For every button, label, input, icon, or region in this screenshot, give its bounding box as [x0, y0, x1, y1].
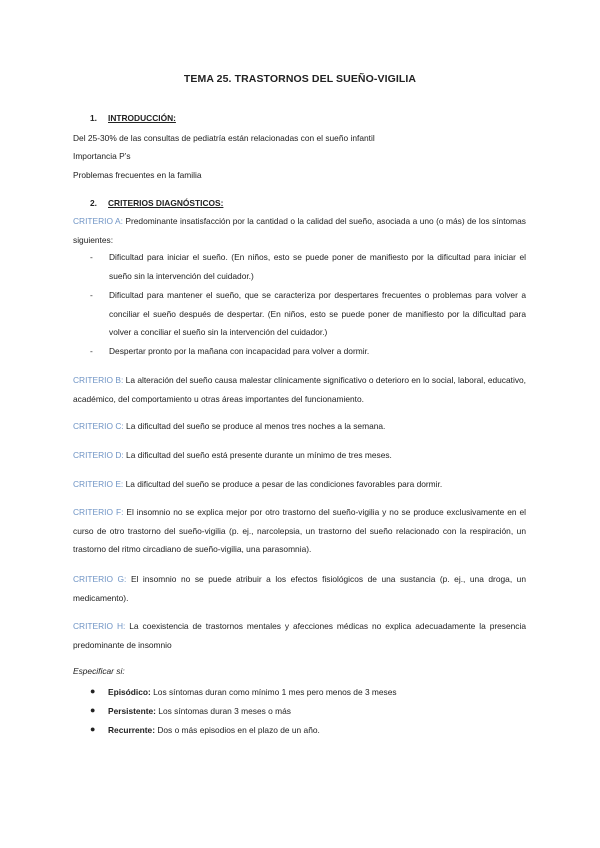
- criterion-text: La coexistencia de trastornos mentales y afecciones médicas no explica adecuadamente la presencia predominante de insomnio: [73, 621, 527, 650]
- criterion-text: Predominante insatisfacción por la cantidad o la calidad del sueño, asociada a uno (o más) de los síntomas siguientes:: [73, 216, 526, 245]
- criterion-text: La dificultad del sueño se produce al menos tres noches a la semana.: [126, 421, 386, 431]
- criterion-h: [73, 617, 526, 654]
- criterion-label: CRITERIO D:: [73, 450, 124, 460]
- dash-marker: -: [90, 252, 93, 262]
- specifier-text: Los síntomas duran como mínimo 1 mes pero menos de 3 meses: [153, 687, 397, 697]
- criterion-text: El insomnio no se explica mejor por otro trastorno del sueño-vigilia y no se produce exclusivamente en el curso de otro trastorno del sueño-vigilia (p. ej., narcolepsia, un trastorno del sueño relacionado con la respiración, un trastorno del ritmo circadiano de sueño-vigilia, una parasomnia).: [73, 507, 526, 554]
- criterion-label: CRITERIO F:: [73, 507, 124, 517]
- specify-label: Especificar si:: [73, 666, 125, 676]
- criterion-b: [73, 371, 526, 408]
- criterion-text: La alteración del sueño causa malestar clínicamente significativo o deterioro en lo social, laboral, educativo, académico, del comportamiento u otras áreas importantes del funcionamiento.: [73, 375, 526, 404]
- specifier-text: Los síntomas duran 3 meses o más: [158, 706, 291, 716]
- specifier-text: Dos o más episodios en el plazo de un año.: [157, 725, 320, 735]
- criterion-e: [73, 475, 526, 494]
- section-title: CRITERIOS DIAGNÓSTICOS:: [108, 198, 224, 208]
- list-item-text: Despertar pronto por la mañana con incapacidad para volver a dormir.: [109, 346, 370, 356]
- section-number: 1.: [90, 113, 97, 123]
- criterion-d: [73, 446, 526, 465]
- dash-marker: -: [90, 290, 93, 300]
- intro-line: Importancia P’s: [73, 151, 131, 161]
- bullet-marker: ●: [90, 705, 96, 715]
- intro-line: Del 25-30% de las consultas de pediatría están relacionadas con el sueño infantil: [73, 133, 375, 143]
- document-title: TEMA 25. TRASTORNOS DEL SUEÑO-VIGILIA: [183, 73, 417, 85]
- criterion-label: CRITERIO G:: [73, 574, 127, 584]
- criterion-g: [73, 570, 526, 607]
- criterion-f: [73, 503, 526, 559]
- criterion-label: CRITERIO A:: [73, 216, 123, 226]
- criterion-text: El insomnio no se puede atribuir a los efectos fisiológicos de una sustancia (p. ej., una droga, un medicamento).: [73, 574, 526, 603]
- criterion-label: CRITERIO B:: [73, 375, 124, 385]
- specifier-term: Recurrente:: [108, 725, 156, 735]
- section-number: 2.: [90, 198, 97, 208]
- dash-marker: -: [90, 346, 93, 356]
- criterion-label: CRITERIO H:: [73, 621, 126, 631]
- criterion-text: La dificultad del sueño se produce a pesar de las condiciones favorables para dormir.: [125, 479, 443, 489]
- specifier-term: Persistente:: [108, 706, 156, 716]
- criterion-text: La dificultad del sueño está presente durante un mínimo de tres meses.: [126, 450, 392, 460]
- specifier-term: Episódico:: [108, 687, 151, 697]
- intro-line: Problemas frecuentes en la familia: [73, 170, 202, 180]
- list-item-text: Dificultad para mantener el sueño, que se caracteriza por despertares frecuentes o problemas para volver a conciliar el sueño después de despertar. (En niños, esto se puede poner de manifiesto por la dificultad para volver a conciliar el sueño sin la intervención del cuidador.): [109, 290, 526, 337]
- criterion-a: [73, 212, 526, 249]
- criterion-c: [73, 417, 526, 436]
- criterion-label: CRITERIO E:: [73, 479, 124, 489]
- criterion-label: CRITERIO C:: [73, 421, 124, 431]
- section-title: INTRODUCCIÓN:: [108, 113, 176, 123]
- bullet-marker: ●: [90, 724, 96, 734]
- list-item-text: Dificultad para iniciar el sueño. (En niños, esto se puede poner de manifiesto por la dificultad para iniciar el sueño sin la intervención del cuidador.): [109, 252, 526, 281]
- bullet-marker: ●: [90, 686, 96, 696]
